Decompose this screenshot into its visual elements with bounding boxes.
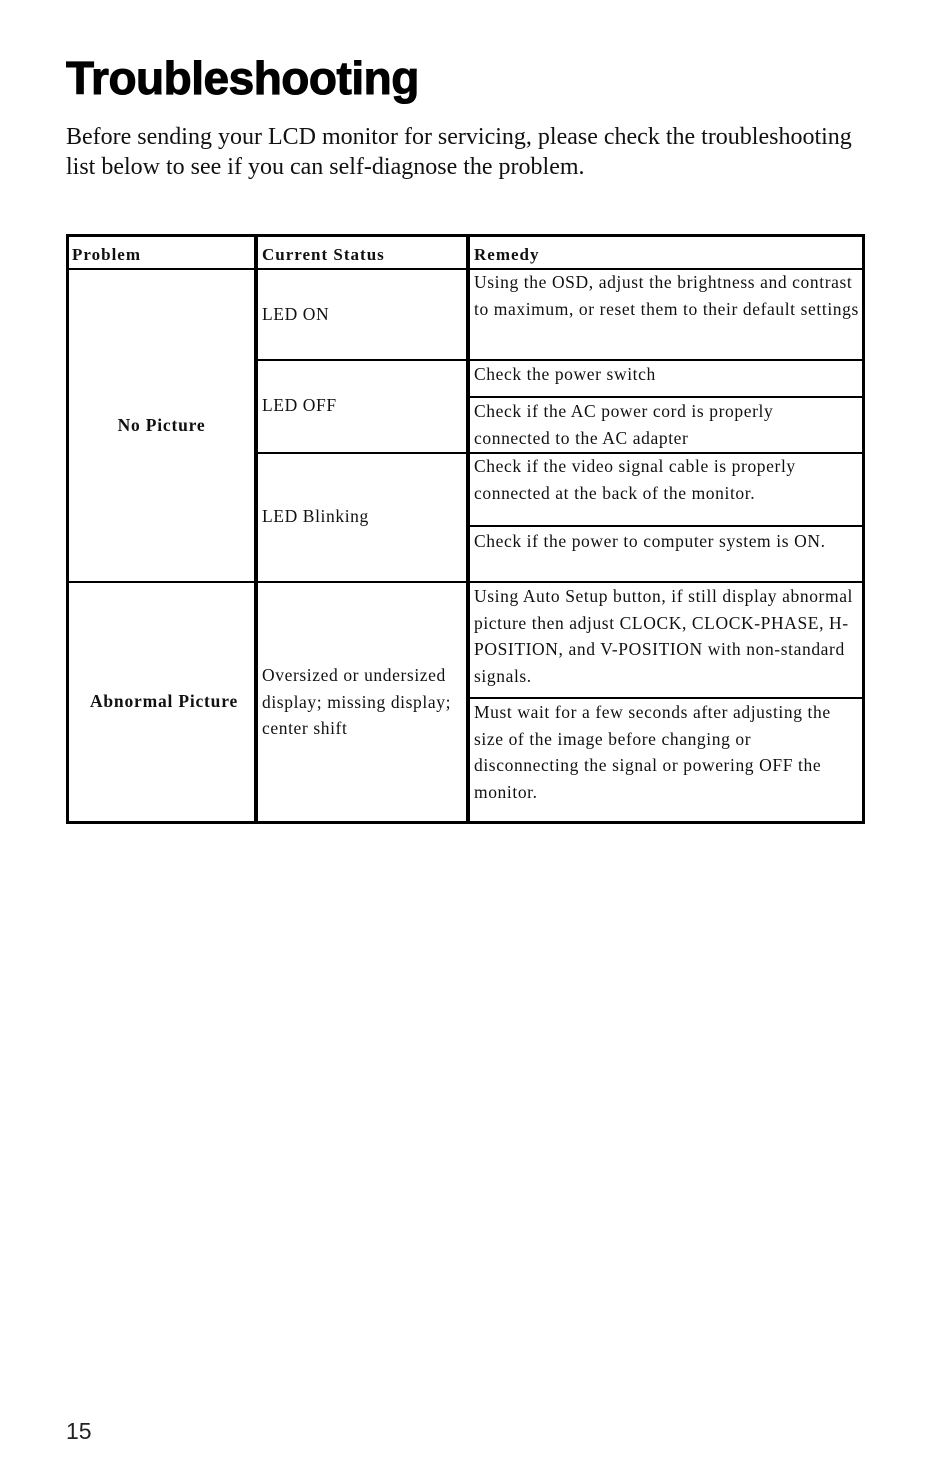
intro-paragraph: Before sending your LCD monitor for servicing, please check the troubleshooting list below to see if you can self-diagnose the problem.: [66, 124, 852, 180]
status-abnormal-picture: Oversized or undersized display; missing display; center shift: [262, 665, 452, 738]
status-led-off: LED OFF: [262, 395, 337, 415]
remedy-led-off-2: Check if the AC power cord is properly connected to the AC adapter: [474, 401, 774, 448]
troubleshooting-table: [66, 234, 865, 824]
problem-no-picture: No Picture: [117, 415, 206, 435]
header-current-status: Current Status: [262, 245, 385, 264]
remedy-led-blinking-2: Check if the power to computer system is ON.: [474, 531, 826, 551]
remedy-led-on: Using the OSD, adjust the brightness and contrast to maximum, or reset them to their default settings: [474, 272, 859, 319]
remedy-led-blinking-1: Check if the video signal cable is properly connected at the back of the monitor.: [474, 456, 796, 503]
header-problem: Problem: [72, 245, 142, 264]
problem-abnormal-picture: Abnormal Picture: [89, 691, 239, 711]
remedy-abnormal-1: Using Auto Setup button, if still display abnormal picture then adjust CLOCK, CLOCK-PHASE, H-POSITION, and V-POSITION with non-standard signals.: [474, 586, 854, 686]
status-led-on: LED ON: [262, 304, 330, 324]
row-rule: [470, 525, 862, 527]
page-number: 15: [66, 1418, 92, 1444]
column-divider: [254, 237, 258, 821]
remedy-led-off-1: Check the power switch: [474, 364, 656, 384]
column-divider: [466, 237, 470, 821]
page-title: Troubleshooting: [66, 52, 419, 104]
header-remedy: Remedy: [474, 245, 540, 264]
status-led-blinking: LED Blinking: [262, 506, 369, 526]
remedy-abnormal-2: Must wait for a few seconds after adjusting the size of the image before changing or disconnecting the signal or powering OFF the monitor.: [474, 702, 831, 802]
